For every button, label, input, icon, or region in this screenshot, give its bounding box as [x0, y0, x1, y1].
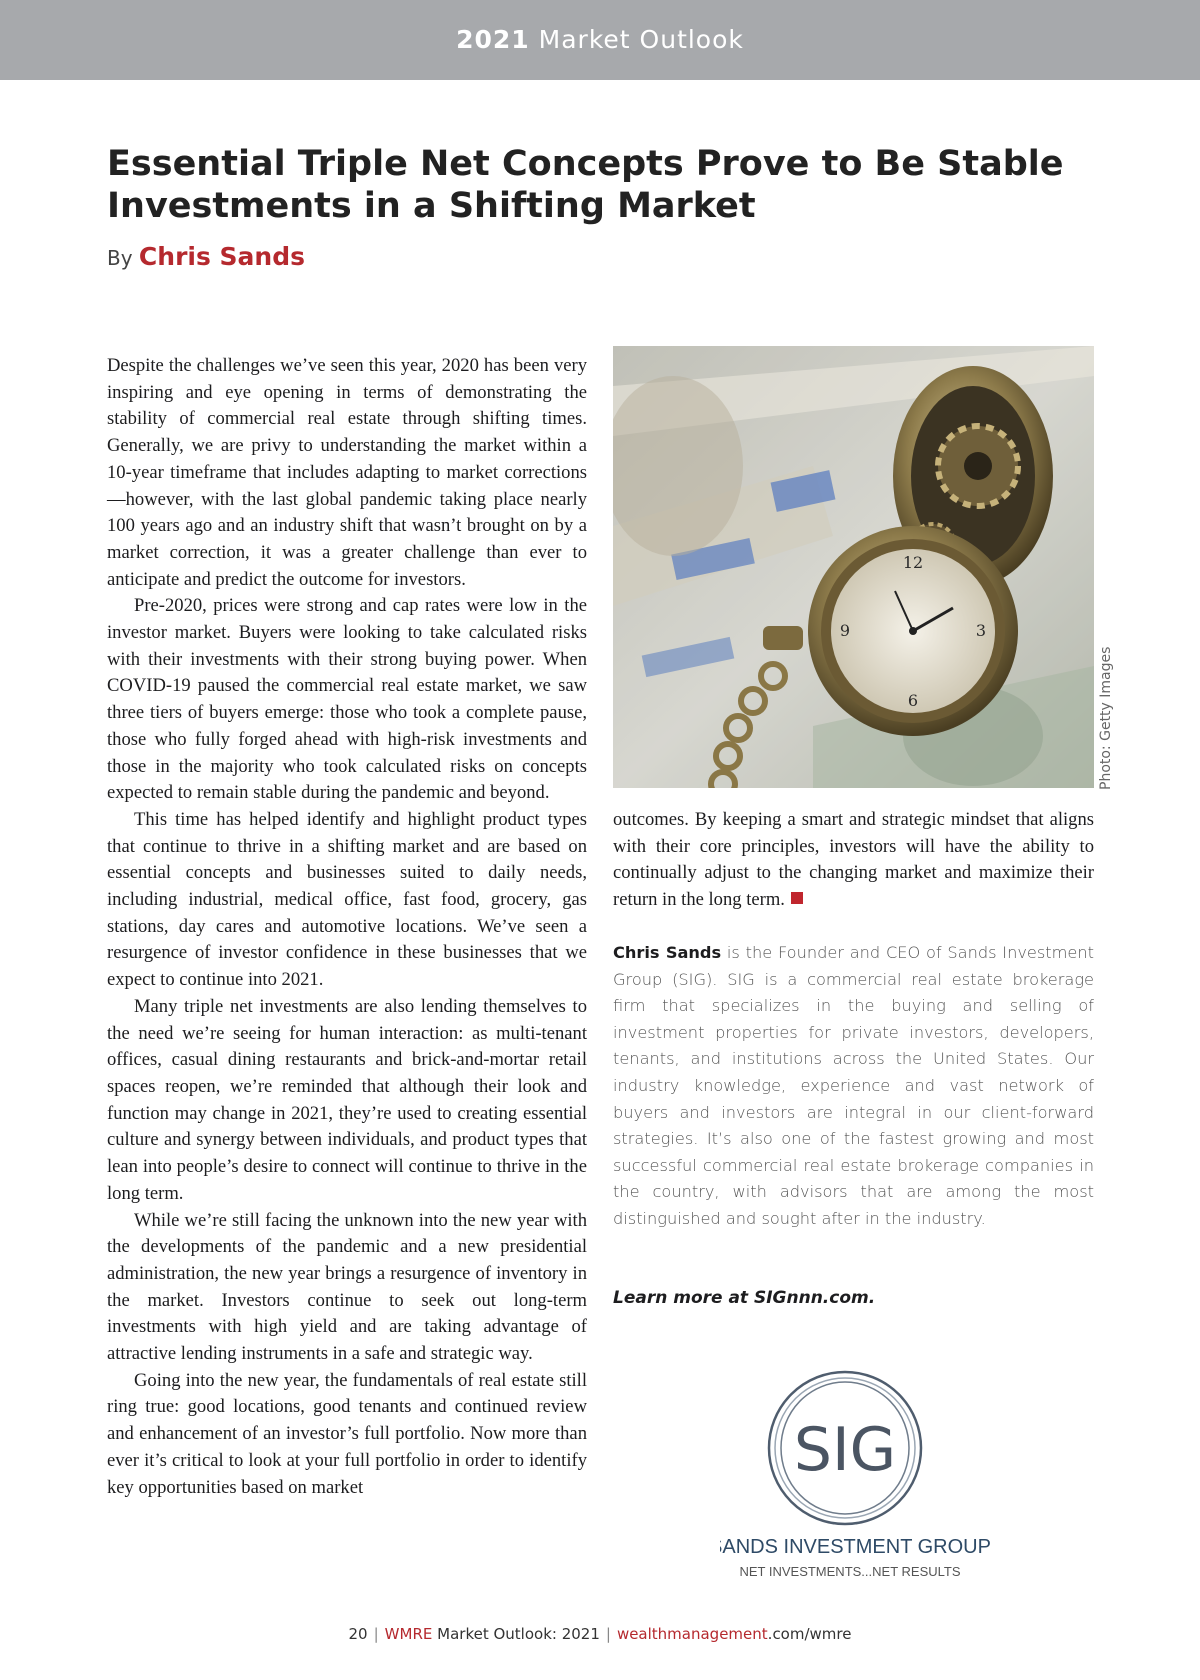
page-number: 20 [348, 1625, 368, 1643]
photo-credit: Photo: Getty Images [1098, 646, 1114, 790]
pocket-watch-photo [613, 346, 1094, 788]
article-paragraph: Many triple net investments are also lending themselves to the need we’re seeing for human interaction: as multi-tenant offices, casual dining restaurants and brick-and-mortar retail spaces reopen, we’re reminded that although their look and function may change in 2021, they’re used to creating essential culture and synergy between individuals, and product types that lean into people’s desire to connect will continue to thrive in the long term. [107, 995, 587, 1204]
article-paragraph: While we’re still facing the unknown into the new year with the developments of the pandemic and a new presidential administration, the new year brings a resurgence of inventory in the market. Investors continue to seek out long-term investments with high yield and are taking advantage of attractive lending instruments in a safe and strategic way. [107, 1209, 587, 1365]
watch-numeral: 6 [907, 691, 919, 710]
website-path[interactable]: .com/wmre [767, 1625, 852, 1643]
watch-numeral: 3 [975, 621, 987, 640]
publication-brand: WMRE [384, 1625, 433, 1643]
page-footer: 20 | WMRE Market Outlook: 2021 | wealthmanagement.com/wmre [348, 1625, 852, 1643]
logo-company-name: SANDS INVESTMENT GROUP [720, 1536, 991, 1558]
publication-title: Market Outlook: 2021 [437, 1625, 600, 1643]
article-continuation [613, 807, 1094, 914]
banner-label: Market Outlook [538, 25, 744, 54]
author-bio [613, 940, 1094, 1233]
watch-numeral: 12 [902, 553, 924, 572]
bio-author-name: Chris Sands [613, 943, 722, 962]
pocket-watch-illustration [613, 346, 1094, 788]
article-paragraph: This time has helped identify and highlight product types that continue to thrive in a shifting market and are based on essential concepts and businesses suited to daily needs, including industrial, medical office, fast food, grocery, gas stations, day cares and automotive locations. We’ve seen a resurgence of investor confidence in these businesses that we expect to continue into 2021. [107, 808, 587, 991]
logo-initials: SIG [793, 1415, 897, 1485]
banner-year: 2021 [456, 25, 530, 54]
article-paragraph: Pre-2020, prices were strong and cap rates were low in the investor market. Buyers were looking to take calculated risks with their investments with their strong buying power. When COVID-19 paused the commercial real estate market, we saw three tiers of buyers emerge: those who took a complete pause, those who fully forged ahead with high-risk investments and those in the majority who took calculated risks on concepts expected to remain stable during the pandemic and beyond. [107, 595, 587, 804]
byline [107, 242, 305, 271]
bio-text: is the Founder and CEO of Sands Investment Group (SIG). SIG is a commercial real estate brokerage firm that specializes in the buying and selling of investment properties for private investors, developers, tenants, and institutions across the United States. Our industry knowledge, experience and vast network of buyers and investors are integral in our client-forward strategies. It’s also one of the fastest growing and most successful commercial real estate brokerage companies in the country, with advisors that are among the most distinguished and sought after in the industry. [613, 943, 1094, 1228]
byline-prefix: By [107, 246, 133, 270]
article-body-right-column [613, 807, 1094, 914]
end-mark-icon [791, 892, 803, 904]
website-brand[interactable]: wealthmanagement [616, 1625, 768, 1643]
article-paragraph: Despite the challenges we’ve seen this year, 2020 has been very inspiring and eye opening in terms of demonstrating the stability of commercial real estate through shifting times. Generally, we are privy to understanding the market within a 10-year timeframe that includes adapting to market corrections—however, with the last global pandemic taking place nearly 100 years ago and an industry shift that wasn’t brought on by a market correction, it was a greater challenge than ever to anticipate and predict the outcome for investors. [107, 355, 587, 590]
section-banner [0, 0, 1200, 80]
author-name: Chris Sands [138, 242, 305, 271]
logo-tagline: NET INVESTMENTS...NET RESULTS [739, 1564, 961, 1579]
learn-more-link[interactable]: Learn more at SIGnnn.com. [613, 1288, 876, 1308]
article-body-left-column [107, 353, 587, 1501]
continuation-text: outcomes. By keeping a smart and strategic mindset that aligns with their core principles, investors will have the ability to continually adjust to the changing market and maximize their return in the long term. [613, 809, 1094, 911]
sig-logo [720, 1358, 1000, 1588]
watch-numeral: 9 [839, 621, 851, 640]
article-paragraph: Going into the new year, the fundamentals of real estate still ring true: good locations, good tenants and continued review and enhancement of an investor’s full portfolio. Now more than ever it’s critical to look at your full portfolio in order to identify key opportunities based on market [107, 1369, 587, 1498]
article-title: Essential Triple Net Concepts Prove to Be Stable Investments in a Shifting Market [107, 144, 1064, 226]
